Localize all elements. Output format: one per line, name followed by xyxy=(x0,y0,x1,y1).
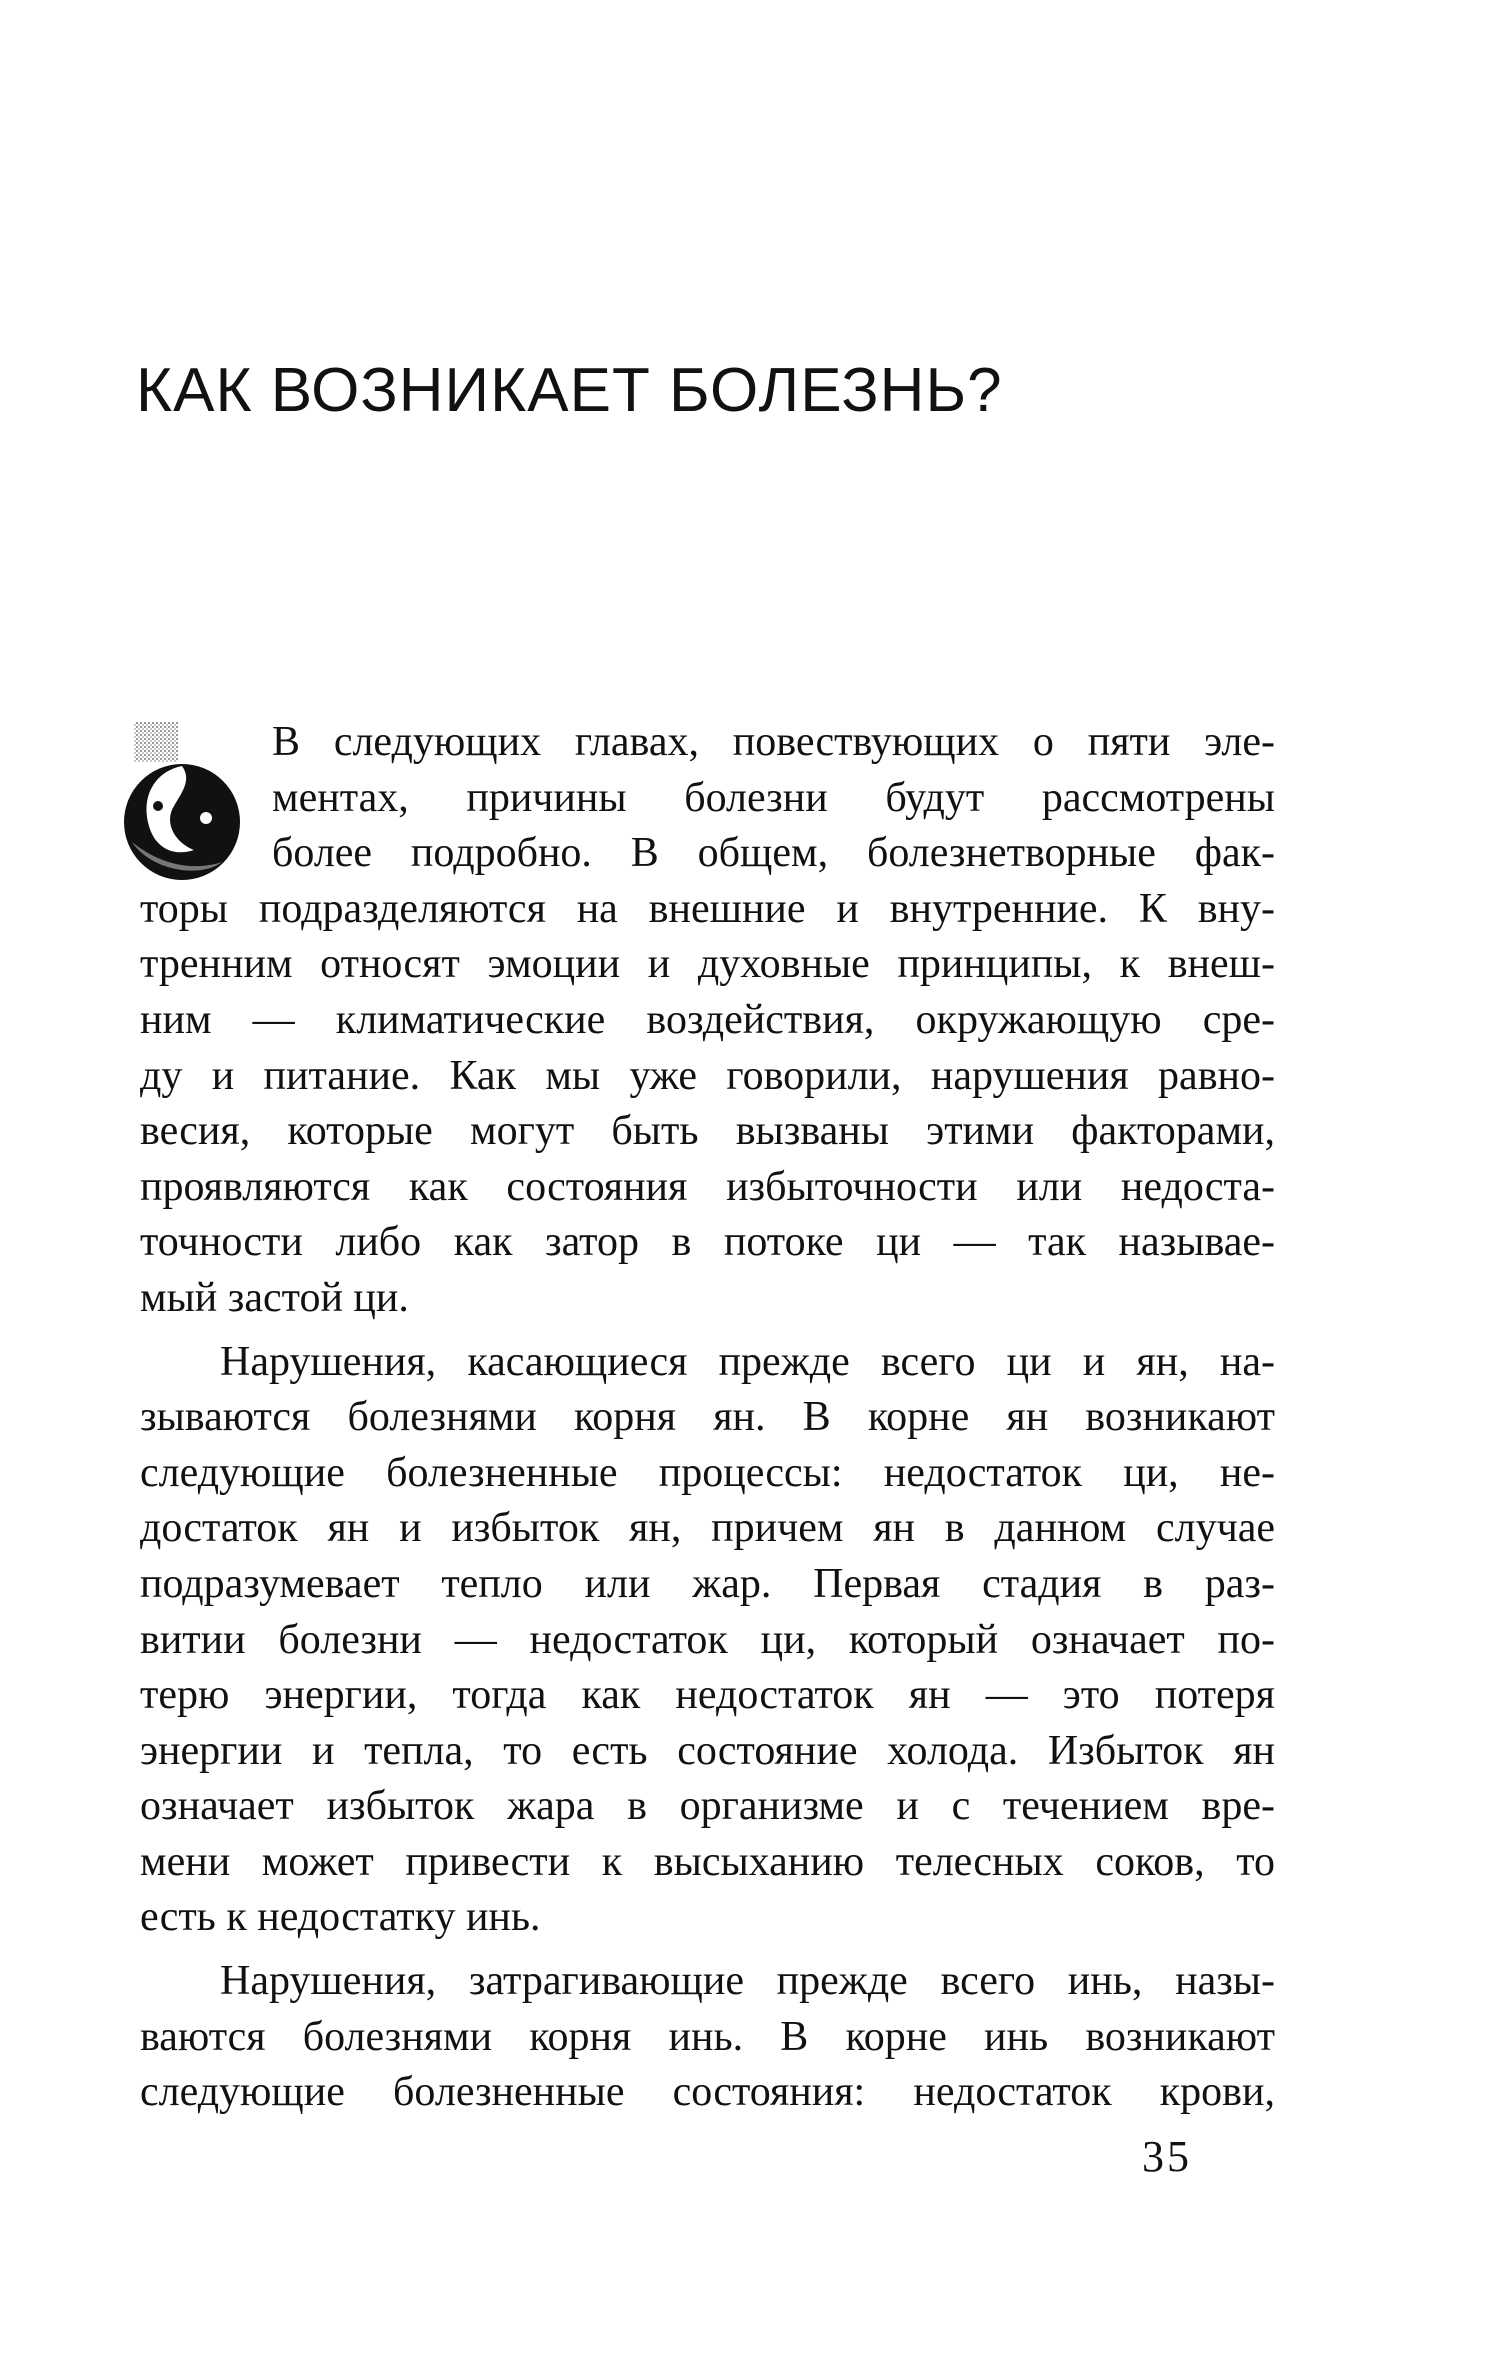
text-line: В следующих главах, повествующих о пяти эле- xyxy=(272,719,1275,765)
text-line: следующие болезненные процессы: недостаток ци, не- xyxy=(140,1449,1275,1496)
page-number: 35 xyxy=(1142,2132,1192,2181)
text-line: мени может привести к высыханию телесных соков, то xyxy=(140,1838,1275,1885)
text-line: тренним относят эмоции и духовные принципы, к внеш- xyxy=(140,941,1275,988)
chapter-title: КАК ВОЗНИКАЕТ БОЛЕЗНЬ? xyxy=(136,356,1003,425)
text-line: точности либо как затор в потоке ци — так называе- xyxy=(140,1219,1275,1266)
paragraph-gap xyxy=(140,1327,1275,1335)
text-line: терю энергии, тогда как недостаток ян — это потеря xyxy=(140,1672,1275,1719)
paragraph-gap xyxy=(140,1946,1275,1954)
text-line: ним — климатические воздействия, окружающую сре- xyxy=(140,996,1275,1043)
paragraph-3 xyxy=(140,1954,1275,2121)
text-line: более подробно. В общем, болезнетворные фак- xyxy=(272,830,1275,877)
text-line: ду и питание. Как мы уже говорили, нарушения равно- xyxy=(140,1052,1275,1099)
text-line: зываются болезнями корня ян. В корне ян возникают xyxy=(140,1394,1275,1441)
body-text xyxy=(140,715,1275,2121)
text-line: мый застой ци. xyxy=(140,1274,409,1321)
text-line: подразумевает тепло или жар. Первая стадия в раз- xyxy=(140,1560,1275,1607)
text-line: Нарушения, затрагивающие прежде всего инь, назы- xyxy=(220,1958,1275,2005)
text-line: весия, которые могут быть вызваны этими факторами, xyxy=(140,1108,1275,1155)
text-line: проявляются как состояния избыточности или недоста- xyxy=(140,1163,1275,1210)
text-line: витии болезни — недостаток ци, который означает по- xyxy=(140,1616,1275,1663)
text-line: торы подразделяются на внешние и внутренние. К вну- xyxy=(140,885,1275,932)
text-line: означает избыток жара в организме и с течением вре- xyxy=(140,1783,1275,1830)
text-line: ваются болезнями корня инь. В корне инь возникают xyxy=(140,2013,1275,2060)
text-line: есть к недостатку инь. xyxy=(140,1894,541,1941)
text-line: Нарушения, касающиеся прежде всего ци и ян, на- xyxy=(220,1338,1275,1385)
text-line: достаток ян и избыток ян, причем ян в данном случае xyxy=(140,1505,1275,1552)
text-line: энергии и тепла, то есть состояние холода. Избыток ян xyxy=(140,1727,1275,1774)
paragraph-2 xyxy=(140,1335,1275,1947)
text-line: следующие болезненные состояния: недостаток крови, xyxy=(140,2069,1275,2116)
paragraph-1 xyxy=(140,715,1275,1327)
text-line: ментах, причины болезни будут рассмотрены xyxy=(272,774,1275,821)
